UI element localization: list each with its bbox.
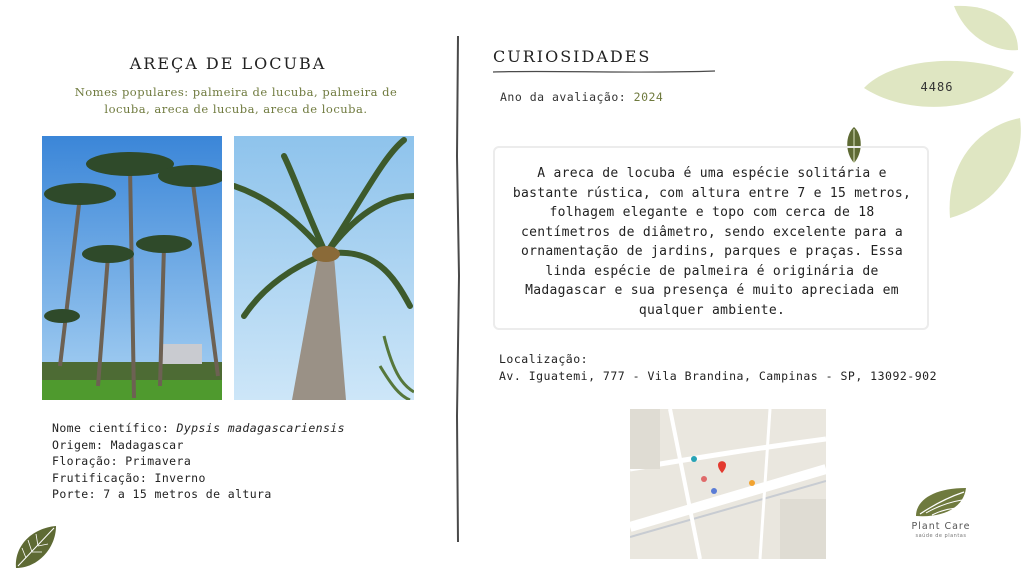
location-address: Av. Iguatemi, 777 - Vila Brandina, Campinas - SP, 13092-902 — [499, 369, 937, 383]
origin: Origem: Madagascar — [52, 437, 184, 452]
location-map[interactable] — [630, 409, 826, 559]
evaluation-count: 4486 — [920, 80, 954, 94]
leaf-icon — [10, 522, 60, 572]
year-value: 2024 — [633, 90, 664, 104]
vertical-divider — [455, 36, 461, 542]
description-text: A areca de locuba é uma espécie solitária e bastante rústica, com altura entre 7 e 15 metros, folhagem elegante e topo com cerca de 18 centímetros de diâmetro, sendo excelente para a ornamentação de jardins, parques e praças. Essa linda espécie de palmeira é originária de Madagascar e sua presença é muito apreciada em qualquer ambiente. — [512, 166, 912, 318]
plant-info — [52, 420, 345, 503]
evaluation-year — [500, 90, 663, 104]
plant-title: AREÇA DE LOCUBA — [129, 54, 327, 73]
year-label: Ano da avaliação: — [500, 90, 627, 104]
curiosities-title: CURIOSIDADES — [493, 47, 652, 66]
size: Porte: 7 a 15 metros de altura — [52, 487, 272, 501]
flowering: Floração: Primavera — [52, 454, 192, 468]
palm-grove-photo — [42, 136, 222, 400]
scientific-name-row — [52, 420, 345, 437]
brand-logo-icon — [912, 486, 970, 520]
popular-names: Nomes populares: palmeira de lucuba, palmeira de locuba, areca de lucuba, areca de locuba. — [74, 85, 398, 116]
title-underline — [493, 69, 715, 75]
location-label: Localização: — [499, 352, 589, 366]
palm-closeup-photo — [234, 136, 414, 400]
brand-tagline: saúde de plantas — [915, 533, 967, 539]
brand-name: Plant Care — [911, 521, 971, 532]
scientific-name: Dypsis madagascariensis — [176, 421, 345, 435]
fruiting: Frutificação: Inverno — [52, 470, 206, 485]
scientific-label: Nome científico: — [52, 421, 170, 435]
